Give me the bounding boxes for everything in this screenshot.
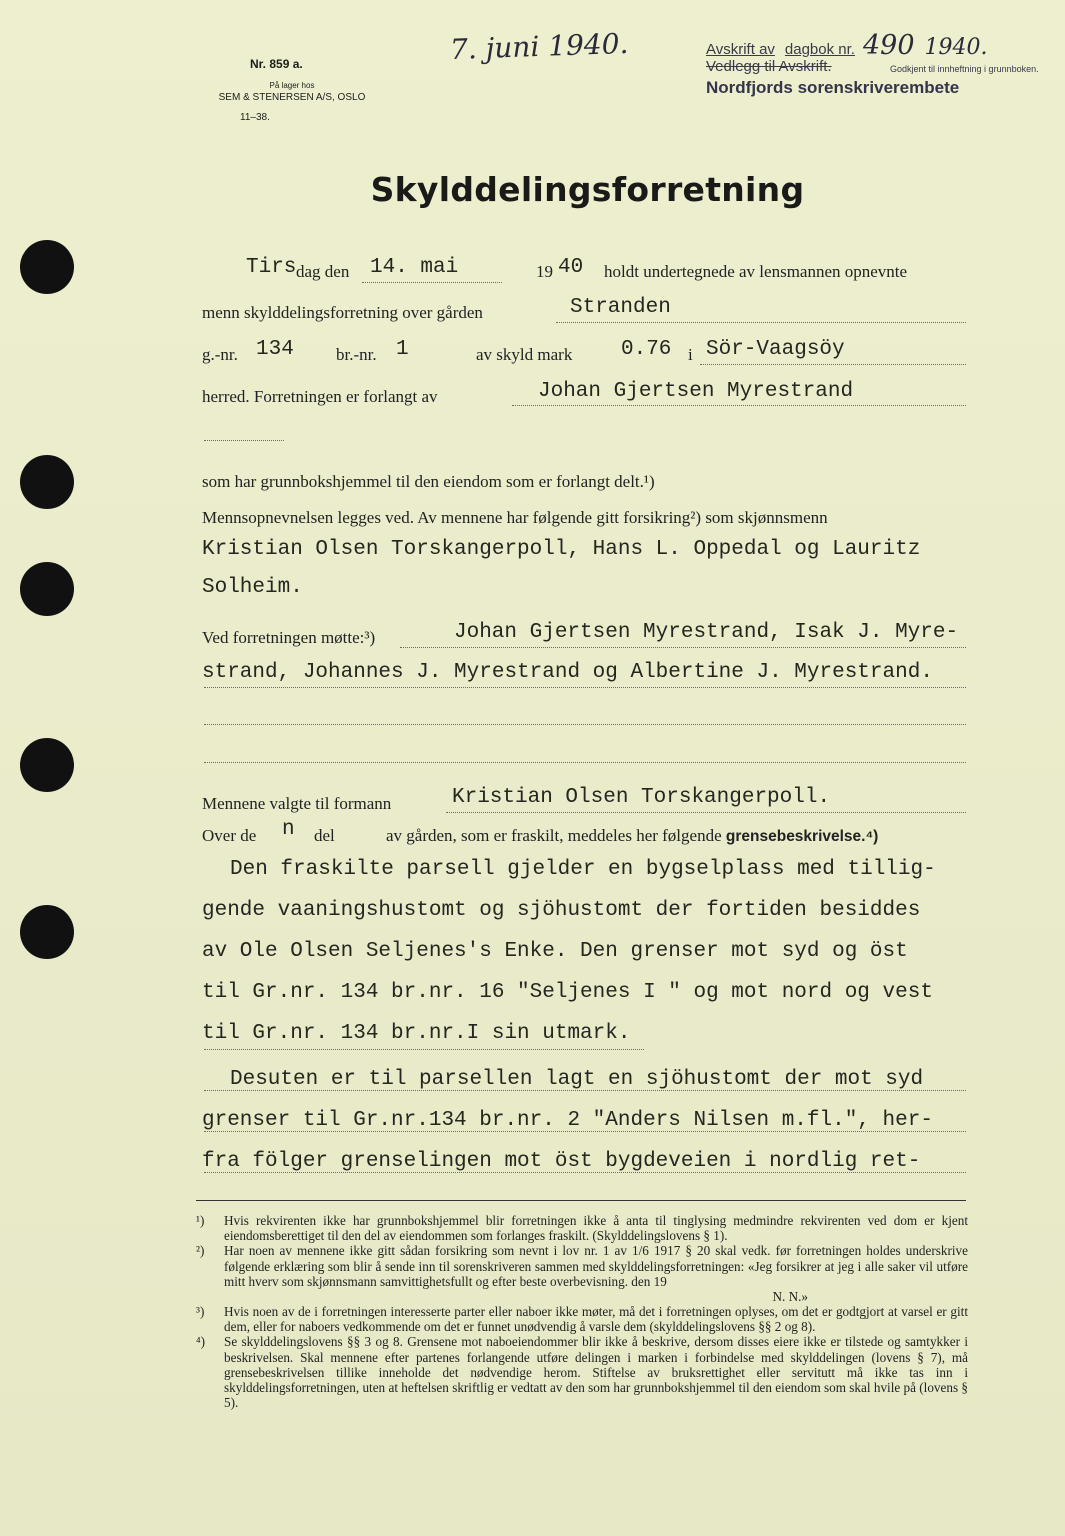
stamp-year: 1940. xyxy=(924,35,988,60)
stamp-avskrift: Avskrift av xyxy=(706,41,775,58)
line4-printed: herred. Forretningen er forlangt av xyxy=(202,387,438,406)
form-number: Nr. 859 a. xyxy=(250,57,303,71)
present-line2: strand, Johannes J. Myrestrand og Albertine J. Myrestrand. xyxy=(202,661,933,684)
boundary-label-a: av gården, som er fraskilt, meddeles her følgende xyxy=(386,826,722,845)
description-line: til Gr.nr. 134 br.nr. 16 "Seljenes I " og mot nord og vest xyxy=(202,981,933,1004)
publisher-line2: SEM & STENERSEN A/S, OSLO xyxy=(218,92,366,103)
line2-printed: menn skylddelingsforretning over gården xyxy=(202,303,483,322)
present-line1: Johan Gjertsen Myrestrand, Isak J. Myre- xyxy=(454,621,959,644)
dotted-line xyxy=(700,364,966,365)
skyld-value: 0.76 xyxy=(621,338,672,361)
document-title: Skylddelingsforretning xyxy=(370,170,805,209)
chair-name: Kristian Olsen Torskangerpoll. xyxy=(452,786,831,809)
dotted-line xyxy=(204,724,966,725)
footnote xyxy=(196,1304,968,1334)
footnote-mark: ²) xyxy=(196,1243,205,1259)
stamp-office: Nordfjords sorenskriverembete xyxy=(706,78,960,97)
dotted-line xyxy=(204,1090,966,1091)
line1-rest: holdt undertegnede av lensmannen opnevnte xyxy=(604,262,908,281)
punch-hole xyxy=(20,905,74,959)
punch-hole xyxy=(20,562,74,616)
footnote-text: Hvis noen av de i forretningen interesserte parter eller naboer ikke møter, må det i forretningen oplyses, om det er godtgjort at varsel er gitt dem, eller for naboers vedkommende om det er funnet unødvendig å varsle dem (skylddelingslovens §§ 2 og 8). xyxy=(224,1304,968,1335)
dotted-line xyxy=(204,1172,966,1173)
punch-hole xyxy=(20,455,74,509)
over-n: n xyxy=(282,818,295,841)
line7-printed: Mennsopnevnelsen legges ved. Av mennene har følgende gitt forsikring²) som skjønnsmenn xyxy=(202,508,828,527)
footnote-text: Se skylddelingslovens §§ 3 og 8. Grensene mot naboeiendommer blir ikke å beskrive, dersom disses eiere ikke er tilstede og samtykker i beskrivelsen. Skal mennene efter partenes forlangende utføre delingen i marken i forbindelse med skylddelingen (lovens § 7), må grensebeskrivelsen tillike inneholde det nødvendige herom. Stiftelse av bruksrettighet eller servitutt må ikke tas inn i skylddelingsforretningen, uten at heftelsen skriftlig er vedtatt av den som har grunnbokshjemmel til den eiendom som skal hvile på (lovens § 5). xyxy=(224,1334,968,1411)
day-month: 14. mai xyxy=(370,256,459,279)
footnote-mark: ¹) xyxy=(196,1213,205,1228)
punch-hole xyxy=(20,240,74,294)
present-label: Ved forretningen møtte:³) xyxy=(202,628,376,647)
footnote xyxy=(196,1213,968,1243)
appraisers-line2: Solheim. xyxy=(202,576,303,599)
description-line: Den fraskilte parsell gjelder en bygselplass med tillig- xyxy=(230,858,936,881)
footnote xyxy=(196,1243,968,1289)
footnote xyxy=(196,1334,968,1410)
publisher-block xyxy=(212,80,372,104)
del-label: del xyxy=(314,826,335,845)
footnote-text: Har noen av mennene ikke gitt sådan forsikring som nevnt i lov nr. 1 av 1/6 1917 § 20 skal vedk. før forretningen holdes underskrive følgende erklæring som blir å sende inn til sorenskriveren sammen med skylddelingsforretningen: «Jeg forsikrer at jeg i alle saker vil utføre mitt hverv som skjønnsmann samvittighetsfullt og efter beste overbevisning. den 19 xyxy=(224,1243,968,1289)
stamp-godkjent: Godkjent til innheftning i grunnboken. xyxy=(890,64,1039,74)
description-line: grenser til Gr.nr.134 br.nr. 2 "Anders Nilsen m.fl.", her- xyxy=(202,1109,933,1132)
municipality: Sör-Vaagsöy xyxy=(706,338,845,361)
stamp-dagbok-number: 490 xyxy=(862,30,915,61)
dotted-line xyxy=(556,322,966,323)
footnote-signature: N. N.» xyxy=(772,1289,808,1305)
dotted-line xyxy=(204,1131,966,1132)
description-line: til Gr.nr. 134 br.nr.I sin utmark. xyxy=(202,1022,631,1045)
farm-name: Stranden xyxy=(570,296,671,319)
year-prefix: 19 xyxy=(536,262,553,281)
requester: Johan Gjertsen Myrestrand xyxy=(538,380,854,403)
dotted-line xyxy=(446,812,966,813)
chair-label: Mennene valgte til formann xyxy=(202,794,392,813)
registry-stamp xyxy=(706,30,988,61)
description-line: fra fölger grenselingen mot öst bygdeveien i nordlig ret- xyxy=(202,1150,921,1173)
dotted-line xyxy=(512,405,966,406)
gnr-label: g.-nr. xyxy=(202,345,238,364)
description-line: Desuten er til parsellen lagt en sjöhustomt der mot syd xyxy=(230,1068,924,1091)
stamp-dagbok: dagbok nr. xyxy=(784,41,855,58)
handwritten-date: 7. juni 1940. xyxy=(449,26,629,67)
line6-printed: som har grunnbokshjemmel til den eiendom som er forlangt delt.¹) xyxy=(202,472,655,491)
dotted-line xyxy=(204,762,966,763)
weekday-printed: dag den xyxy=(296,262,350,281)
i-label: i xyxy=(688,345,693,364)
over-de-label: Over de xyxy=(202,826,257,845)
punch-hole xyxy=(20,738,74,792)
dotted-line xyxy=(204,1049,644,1050)
dotted-line xyxy=(362,282,502,283)
footnote-rule xyxy=(196,1200,966,1201)
appraisers-line1: Kristian Olsen Torskangerpoll, Hans L. Oppedal og Lauritz xyxy=(202,538,921,561)
form-date: 11–38. xyxy=(240,112,270,123)
footnote-mark: ⁴) xyxy=(196,1334,205,1350)
stamp-vedlegg: Vedlegg til Avskrift. xyxy=(706,58,832,75)
footnotes xyxy=(196,1213,968,1410)
bnr-value: 1 xyxy=(396,338,409,361)
boundary-label-b: grensebeskrivelse.⁴) xyxy=(725,828,879,845)
dotted-line xyxy=(204,687,966,688)
weekday-typed: Tirs xyxy=(246,256,297,279)
publisher-line1: På lager hos xyxy=(269,81,315,90)
bnr-label: br.-nr. xyxy=(336,345,377,364)
skyld-label: av skyld mark xyxy=(476,345,573,364)
dotted-line xyxy=(400,647,966,648)
description-line: av Ole Olsen Seljenes's Enke. Den grenser mot syd og öst xyxy=(202,940,908,963)
dotted-line xyxy=(204,440,284,441)
boundary-label xyxy=(386,826,878,846)
footnote-text: Hvis rekvirenten ikke har grunnbokshjemmel blir forretningen ikke å anta til tinglysing medmindre rekvirenten ved dom er kjent eiendomsberettiget til den del av eiendommen som forlanges fraskilt. (Skylddelingslovens § 1). xyxy=(224,1213,968,1244)
gnr-value: 134 xyxy=(256,338,294,361)
year-typed: 40 xyxy=(558,256,584,279)
description-line: gende vaaningshustomt og sjöhustomt der fortiden besiddes xyxy=(202,899,921,922)
footnote-mark: ³) xyxy=(196,1304,205,1320)
